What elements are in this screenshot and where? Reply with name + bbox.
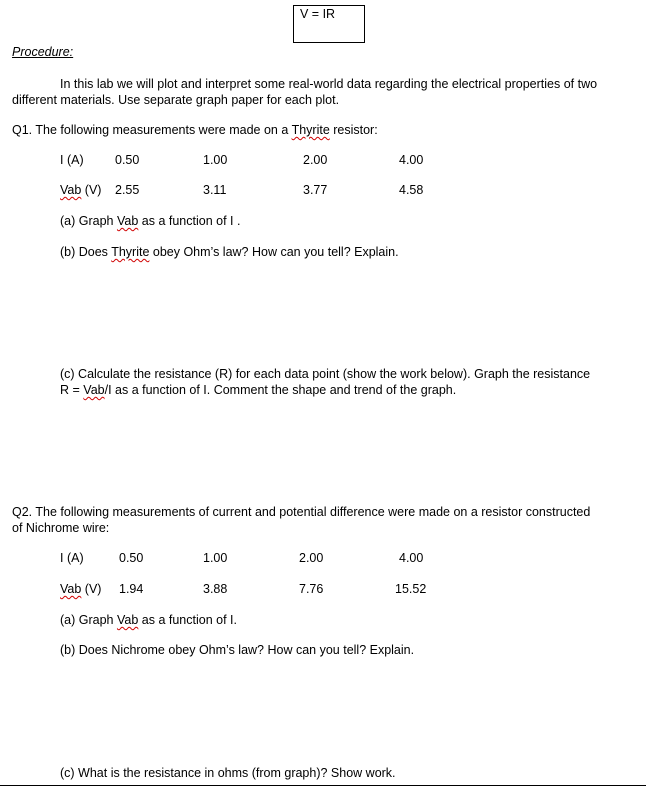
q1-part-b-post: obey Ohm’s law? How can you tell? Explain. (149, 245, 399, 259)
q2-part-a-post: as a function of I. (138, 613, 237, 627)
q2-part-c: (c) What is the resistance in ohms (from graph)? Show work. (60, 766, 396, 780)
q1-part-b (60, 245, 399, 259)
q2-part-a (60, 613, 237, 627)
q2-current-value: 2.00 (299, 551, 324, 565)
q1-part-a-pre: (a) Graph (60, 214, 117, 228)
intro-line-2: different materials. Use separate graph paper for each plot. (12, 93, 340, 107)
q1-voltage-label-word: Vab (60, 183, 82, 197)
q1-part-a-word: Vab (116, 214, 139, 228)
q1-voltage-value: 4.58 (399, 183, 424, 197)
q1-text-post: resistor: (329, 123, 378, 137)
q1-material: Thyrite (291, 123, 330, 137)
formula-text: V = IR (300, 7, 336, 21)
q2-current-value: 1.00 (203, 551, 228, 565)
q2-part-a-pre: (a) Graph (60, 613, 117, 627)
q2-current-value: 0.50 (119, 551, 144, 565)
q2-voltage-label (60, 582, 101, 596)
q1-part-a (60, 214, 240, 228)
q1-current-value: 4.00 (399, 153, 424, 167)
q1-current-label: I (A) (60, 153, 84, 167)
q1-voltage-label (60, 183, 101, 197)
q1-part-a-post: as a function of I . (138, 214, 241, 228)
q2-voltage-value: 7.76 (299, 582, 324, 596)
q1-part-b-word: Thyrite (111, 245, 150, 259)
q1-part-b-pre: (b) Does (60, 245, 112, 259)
q1-current-value: 1.00 (203, 153, 228, 167)
q2-part-b: (b) Does Nichrome obey Ohm’s law? How can you tell? Explain. (60, 643, 415, 657)
q1-part-c-line-2-pre: R = (60, 383, 84, 397)
q1-voltage-value: 3.77 (303, 183, 328, 197)
q1-part-c-line-2-word: Vab (83, 383, 105, 397)
page-bottom-rule (0, 785, 646, 786)
q2-part-a-word: Vab (116, 613, 139, 627)
q2-question-line-1: Q2. The following measurements of current and potential difference were made on a resistor constructed (12, 505, 591, 519)
q1-part-c-line-1: (c) Calculate the resistance (R) for each data point (show the work below). Graph the resistance (60, 367, 591, 381)
q2-voltage-label-unit: (V) (81, 582, 102, 596)
q1-voltage-value: 2.55 (115, 183, 140, 197)
q1-voltage-label-unit: (V) (81, 183, 102, 197)
q1-part-c-line-2-post: /I as a function of I. Comment the shape and trend of the graph. (104, 383, 457, 397)
q1-question (12, 123, 378, 137)
procedure-heading: Procedure: (12, 45, 74, 59)
q1-voltage-value: 3.11 (203, 183, 227, 197)
formula-box (293, 5, 365, 43)
q1-current-value: 2.00 (303, 153, 328, 167)
q2-voltage-value: 3.88 (203, 582, 228, 596)
q2-question-line-2: of Nichrome wire: (12, 521, 110, 535)
q2-voltage-label-word: Vab (60, 582, 82, 596)
q1-part-c-line-2 (60, 383, 456, 397)
q2-voltage-value: 1.94 (119, 582, 144, 596)
q2-voltage-value: 15.52 (395, 582, 427, 596)
intro-line-1: In this lab we will plot and interpret some real-world data regarding the electrical properties of two (60, 77, 598, 91)
q2-current-label: I (A) (60, 551, 84, 565)
q1-current-value: 0.50 (115, 153, 140, 167)
q2-current-value: 4.00 (399, 551, 424, 565)
q1-text-pre: Q1. The following measurements were made on a (12, 123, 292, 137)
